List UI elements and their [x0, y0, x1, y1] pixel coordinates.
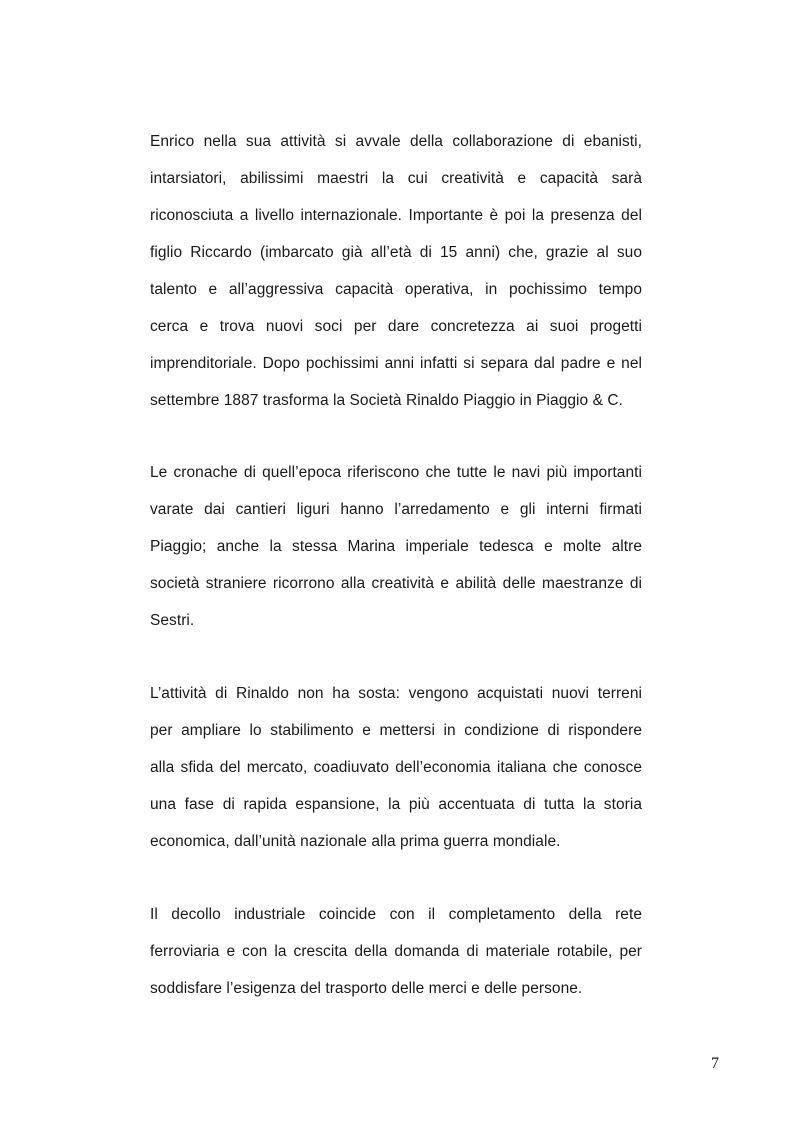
paragraph-line: talento e all’aggressiva capacità operativa, in pochissimo tempo: [150, 281, 642, 298]
paragraph-line: settembre 1887 trasforma la Società Rinaldo Piaggio in Piaggio & C.: [150, 392, 623, 409]
paragraph-line: intarsiatori, abilissimi maestri la cui creatività e capacità sarà: [150, 170, 642, 187]
paragraph-line: ferroviaria e con la crescita della domanda di materiale rotabile, per: [150, 943, 642, 960]
paragraph-3: [150, 675, 642, 860]
paragraph-line: società straniere ricorrono alla creatività e abilità delle maestranze di: [150, 575, 642, 592]
paragraph-2: [150, 454, 642, 639]
paragraph-line: L’attività di Rinaldo non ha sosta: vengono acquistati nuovi terreni: [150, 685, 642, 702]
paragraph-line: riconosciuta a livello internazionale. Importante è poi la presenza del: [150, 207, 642, 224]
paragraph-line: soddisfare l’esigenza del trasporto delle merci e delle persone.: [150, 980, 583, 997]
paragraph-line: una fase di rapida espansione, la più accentuata di tutta la storia: [150, 796, 642, 813]
paragraph-line: cerca e trova nuovi soci per dare concretezza ai suoi progetti: [150, 318, 642, 335]
paragraph-line: per ampliare lo stabilimento e mettersi in condizione di rispondere: [150, 722, 642, 739]
paragraph-line: economica, dall’unità nazionale alla prima guerra mondiale.: [150, 833, 561, 850]
paragraph-4: [150, 896, 642, 1007]
paragraph-line: alla sfida del mercato, coadiuvato dell’economia italiana che conosce: [150, 759, 642, 776]
paragraph-1: [150, 123, 642, 419]
paragraph-line: Le cronache di quell’epoca riferiscono che tutte le navi più importanti: [150, 464, 642, 481]
paragraph-line: Enrico nella sua attività si avvale della collaborazione di ebanisti,: [150, 133, 642, 150]
paragraph-line: varate dai cantieri liguri hanno l’arredamento e gli interni firmati: [150, 501, 642, 518]
paragraph-line: figlio Riccardo (imbarcato già all’età di 15 anni) che, grazie al suo: [150, 244, 642, 261]
page-number: 7: [711, 1055, 719, 1072]
paragraph-line: Il decollo industriale coincide con il completamento della rete: [150, 906, 642, 923]
paragraph-line: Piaggio; anche la stessa Marina imperiale tedesca e molte altre: [150, 538, 642, 555]
paragraph-line: Sestri.: [150, 612, 195, 629]
paragraph-line: imprenditoriale. Dopo pochissimi anni infatti si separa dal padre e nel: [150, 355, 642, 372]
